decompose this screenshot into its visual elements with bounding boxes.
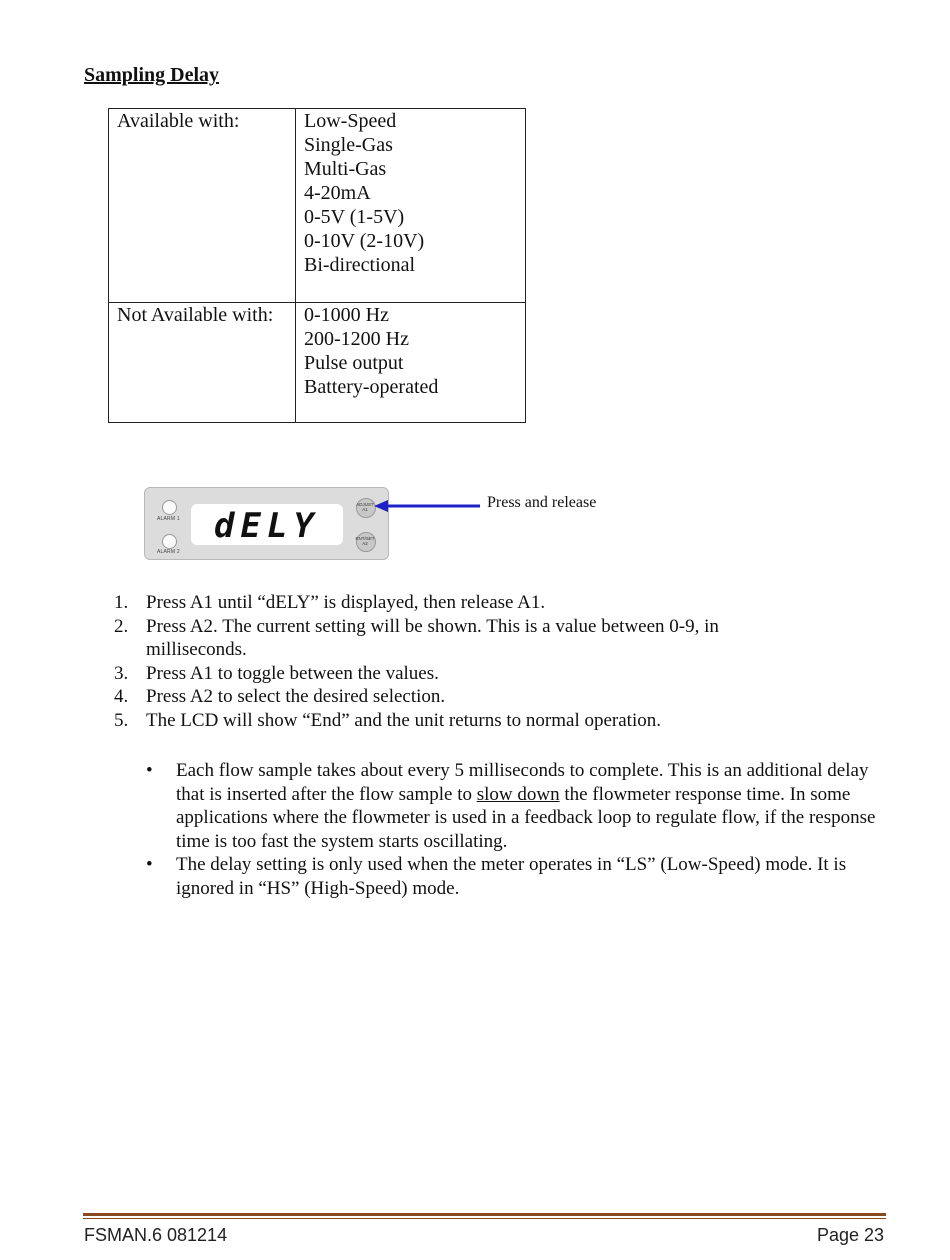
table-value: 0-1000 Hz bbox=[304, 304, 389, 326]
table-value: Bi-directional bbox=[304, 254, 416, 276]
table-value: 0-5V (1-5V) bbox=[304, 206, 405, 228]
list-item bbox=[146, 853, 886, 900]
note-underlined-text: slow down bbox=[476, 783, 560, 805]
table-value: Pulse output bbox=[304, 352, 404, 374]
list-item bbox=[114, 709, 814, 733]
alarm2-label: ALARM 2 bbox=[157, 549, 180, 555]
table-value: Battery-operated bbox=[304, 376, 439, 398]
note-text: The delay setting is only used when the meter operates in “LS” (Low-Speed) mode. It is ignored in “HS” (High-Speed) mode. bbox=[176, 854, 847, 899]
callout-label: Press and release bbox=[487, 494, 597, 511]
alarm1-label: ALARM 1 bbox=[157, 516, 180, 522]
list-item bbox=[114, 685, 814, 709]
lcd-display bbox=[191, 504, 343, 545]
step-number: 4. bbox=[114, 686, 129, 708]
entset-label-bottom: A2 bbox=[362, 541, 368, 546]
available-values bbox=[296, 109, 526, 303]
footer-rule-thin bbox=[83, 1218, 886, 1219]
section-heading: Sampling Delay bbox=[84, 64, 220, 86]
table-value: 200-1200 Hz bbox=[304, 328, 409, 350]
list-item bbox=[114, 591, 814, 615]
arrow-left-icon bbox=[374, 498, 484, 514]
note-text: the flowmeter response time. In some applications where the flowmeter is used in a feedback loop to regulate flow, if the response time is too fast the system starts oscillating. bbox=[176, 783, 876, 852]
step-number: 3. bbox=[114, 662, 129, 684]
table-value: 4-20mA bbox=[304, 182, 371, 204]
footer-rule bbox=[83, 1213, 886, 1216]
list-item bbox=[146, 759, 886, 853]
lcd-text: dELY bbox=[214, 506, 320, 545]
meter-front-panel bbox=[144, 487, 389, 560]
availability-table bbox=[108, 108, 526, 423]
step-text: Press A2 to select the desired selection. bbox=[146, 686, 446, 708]
step-text: Press A1 to toggle between the values. bbox=[146, 662, 439, 684]
available-label: Available with: bbox=[109, 109, 296, 303]
entset-a2-label bbox=[350, 536, 380, 546]
table-value: Single-Gas bbox=[304, 134, 393, 156]
bullet-icon: • bbox=[146, 760, 153, 781]
table-value: Multi-Gas bbox=[304, 158, 387, 180]
adjust-label-bottom: A1 bbox=[362, 507, 368, 512]
note-text: Each flow sample takes about every 5 milliseconds to complete. This is an additional delay that is inserted after the flow sample to bbox=[176, 760, 869, 805]
table-value: 0-10V (2-10V) bbox=[304, 230, 425, 252]
bullet-icon: • bbox=[146, 854, 153, 876]
list-item bbox=[114, 662, 814, 686]
alarm2-led bbox=[162, 534, 177, 549]
not-available-values bbox=[296, 303, 526, 423]
footer-document-id: FSMAN.6 081214 bbox=[84, 1225, 228, 1245]
step-number: 5. bbox=[114, 709, 129, 731]
step-text: Press A1 until “dELY” is displayed, then release A1. bbox=[146, 592, 546, 613]
step-number: 2. bbox=[114, 615, 129, 637]
instruction-steps bbox=[114, 591, 814, 733]
not-available-label: Not Available with: bbox=[109, 303, 296, 423]
step-text: The LCD will show “End” and the unit returns to normal operation. bbox=[146, 709, 661, 731]
list-item bbox=[114, 615, 814, 662]
entset-label-top: ENT/SET bbox=[355, 536, 375, 541]
step-number: 1. bbox=[114, 592, 129, 613]
step-text: Press A2. The current setting will be shown. This is a value between 0-9, in milliseconds. bbox=[146, 615, 719, 661]
lcd-digits bbox=[191, 504, 343, 545]
footer-page-number: Page 23 bbox=[816, 1225, 884, 1245]
notes-list bbox=[146, 759, 886, 901]
adjust-label-top: ADJUST bbox=[356, 502, 374, 507]
alarm1-led bbox=[162, 500, 177, 515]
table-row bbox=[109, 303, 526, 423]
table-row bbox=[109, 109, 526, 303]
table-value: Low-Speed bbox=[304, 110, 397, 132]
